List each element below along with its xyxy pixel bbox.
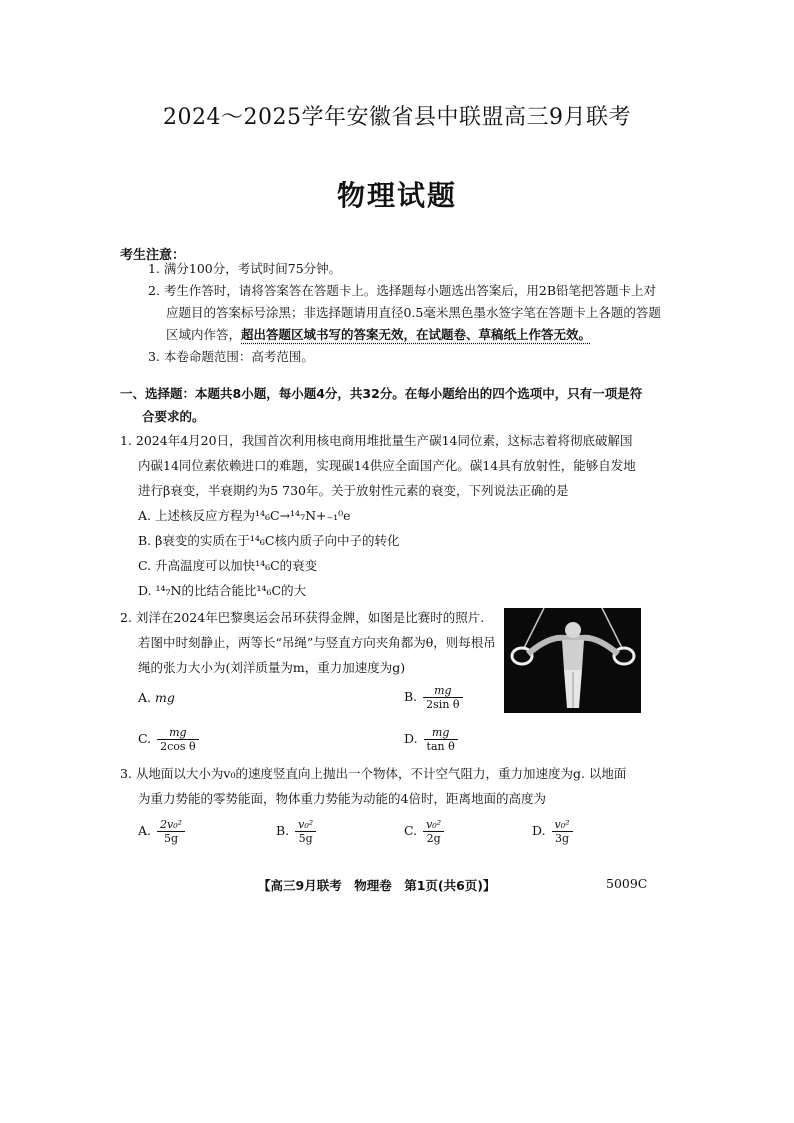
q3-option-a (138, 818, 185, 845)
q3-option-c-fraction (423, 818, 444, 845)
q1-stem-line-3: 进行β衰变，半衰期约为5 730年。关于放射性元素的衰变，下列说法正确的是 (138, 483, 569, 498)
notice-warning: 超出答题区域书写的答案无效，在试题卷、草稿纸上作答无效。 (241, 327, 592, 342)
q1-stem-line-2: 内碳14同位素依赖进口的难题，实现碳14供应全面国产化。碳14具有放射性，能够自发地 (138, 458, 636, 473)
q3-option-d-label: D. (532, 823, 546, 838)
gymnast-rings-photo (504, 608, 641, 713)
q2-option-b-num: mg (423, 684, 462, 698)
q2-option-c-fraction (157, 726, 199, 753)
q2-stem-line-3: 绳的张力大小为(刘洋质量为m，重力加速度为g) (138, 660, 406, 675)
q2-option-d (404, 726, 458, 753)
q2-stem-line-1: 2. 刘洋在2024年巴黎奥运会吊环获得金牌，如图是比赛时的照片. (120, 610, 485, 625)
q3-option-b (276, 818, 316, 845)
q1-stem-line-1: 1. 2024年4月20日，我国首次利用核电商用堆批量生产碳14同位素，这标志着将彻底破解国 (120, 433, 633, 448)
notice-item-3: 3. 本卷命题范围：高考范围。 (148, 349, 314, 364)
q2-option-d-den: tan θ (426, 740, 455, 753)
q3-option-b-den: 5g (298, 832, 313, 845)
q3-option-a-num: 2v₀² (157, 818, 185, 832)
q3-option-b-num: v₀² (295, 818, 316, 832)
q3-stem-line-2: 为重力势能的零势能面，物体重力势能为动能的4倍时，距离地面的高度为 (138, 791, 546, 806)
notice-item-1: 1. 满分100分，考试时间75分钟。 (148, 261, 342, 276)
notice-item-2: 2. 考生作答时，请将答案答在答题卡上。选择题每小题选出答案后，用2B铅笔把答题卡上对 (148, 283, 657, 298)
q2-stem-line-2: 若图中时刻静止，两等长“吊绳”与竖直方向夹角都为θ，则每根吊 (138, 635, 496, 650)
q2-option-d-label: D. (404, 731, 418, 746)
q1-option-d: D. ¹⁴₇N的比结合能比¹⁴₆C的大 (138, 583, 307, 598)
section-1-heading-cont: 合要求的。 (142, 409, 205, 424)
subject-title: 物理试题 (336, 179, 457, 212)
notice-item-2-area: 区域内作答， (166, 327, 242, 342)
q3-option-c-den: 2g (426, 832, 441, 845)
q2-option-d-fraction (424, 726, 458, 753)
q2-option-b-fraction (423, 684, 462, 711)
notice-heading: 考生注意： (120, 248, 186, 263)
q3-option-a-den: 5g (164, 832, 179, 845)
q3-option-b-fraction (295, 818, 316, 845)
q2-option-b-den: 2sin θ (426, 698, 460, 711)
footer-code: 5009C (606, 876, 648, 891)
q1-option-a: A. 上述核反应方程为¹⁴₆C→¹⁴₇N+₋₁⁰e (138, 508, 351, 523)
q3-option-b-label: B. (276, 823, 290, 838)
q2-option-b (404, 684, 463, 711)
notice-item-2-cont: 应题目的答案标号涂黑；非选择题请用直径0.5毫米黑色墨水签字笔在答题卡上各题的答题 (166, 305, 661, 320)
q2-option-a-expr: mg (155, 690, 175, 705)
q3-option-c (404, 818, 444, 845)
q3-option-a-fraction (157, 818, 185, 845)
q2-option-c (138, 726, 199, 753)
q3-option-d-num: v₀² (552, 818, 573, 832)
q2-option-a (138, 687, 175, 709)
notice-item-2-end (166, 324, 591, 346)
exam-title: 2024～2025学年安徽省县中联盟高三9月联考 (163, 105, 631, 130)
q3-option-d (532, 818, 573, 845)
q2-option-b-label: B. (404, 689, 418, 704)
q2-option-c-den: 2cos θ (160, 740, 196, 753)
q3-option-c-label: C. (404, 823, 418, 838)
q2-option-a-label: A. (138, 690, 152, 705)
q3-option-a-label: A. (138, 823, 152, 838)
q2-option-c-num: mg (157, 726, 199, 740)
section-1-heading: 一、选择题：本题共8小题，每小题4分，共32分。在每小题给出的四个选项中，只有一项是符 (120, 386, 643, 401)
q3-option-d-den: 3g (555, 832, 570, 845)
q1-option-c: C. 升高温度可以加快¹⁴₆C的衰变 (138, 558, 318, 573)
q3-option-c-num: v₀² (423, 818, 444, 832)
q3-option-d-fraction (552, 818, 573, 845)
q3-stem-line-1: 3. 从地面以大小为v₀的速度竖直向上抛出一个物体，不计空气阻力，重力加速度为g. 以地面 (120, 766, 627, 781)
q2-option-c-label: C. (138, 731, 152, 746)
footer-page-info: 【高三9月联考 物理卷 第1页(共6页)】 (258, 878, 496, 893)
q2-option-d-num: mg (424, 726, 458, 740)
q1-option-b: B. β衰变的实质在于¹⁴₆C核内质子向中子的转化 (138, 533, 400, 548)
